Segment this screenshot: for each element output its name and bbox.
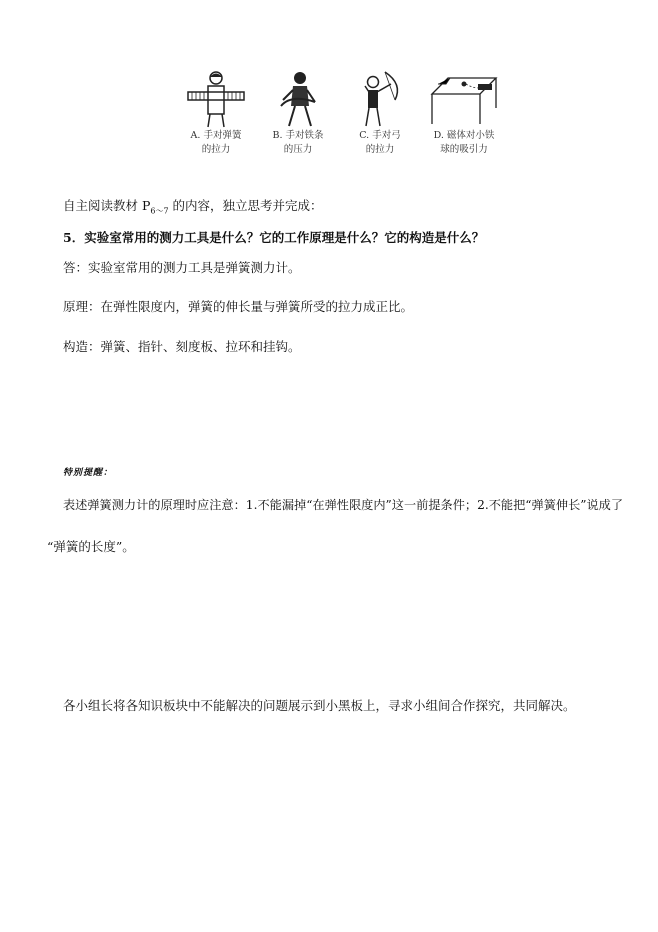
- answer-line: 答：实验室常用的测力工具是弹簧测力计。: [63, 260, 301, 275]
- figure-d-caption-1: D. 磁体对小铁: [433, 130, 495, 141]
- figure-a-caption-1: A. 手对弹簧: [190, 130, 242, 141]
- figure-c-caption-2: 的拉力: [365, 144, 395, 155]
- tip-line-1: 表述弹簧测力计的原理时应注意：1.不能漏掉“在弹性限度内”这一前提条件；2.不能把“弹簧伸长”说成了: [63, 498, 624, 512]
- figure-d-caption-2: 球的吸引力: [440, 144, 488, 155]
- figure-d: [422, 70, 506, 156]
- figure-b-caption-2: 的压力: [283, 144, 313, 155]
- structure-line: 构造：弹簧、指针、刻度板、拉环和挂钩。: [63, 339, 301, 354]
- intro-prefix: 自主阅读教材 P: [63, 198, 151, 213]
- figure-a-caption-2: 的拉力: [201, 144, 231, 155]
- intro-line: [63, 196, 323, 217]
- magnet-attracting-ball-icon: [428, 70, 500, 128]
- intro-suffix: 的内容，独立思考并完成：: [168, 198, 323, 213]
- question-5: 5．实验室常用的测力工具是什么？它的工作原理是什么？它的构造是什么？: [63, 230, 485, 245]
- intro-subscript: 6～7: [150, 206, 169, 216]
- figure-c-caption-1: C. 手对弓: [359, 130, 401, 141]
- person-stretching-spring-icon: [186, 70, 246, 128]
- figure-b-caption-1: B. 手对铁条: [272, 130, 324, 141]
- tip-heading: 特别提醒：: [63, 468, 114, 478]
- group-line: 各小组长将各知识板块中不能解决的问题展示到小黑板上，寻求小组间合作探究，共同解决。: [63, 698, 576, 713]
- force-examples-figures: [176, 70, 506, 162]
- figure-c: [340, 70, 420, 156]
- person-bending-iron-bar-icon: [273, 70, 323, 128]
- figure-a: [176, 70, 256, 156]
- tip-line-2: “弹簧的长度”。: [47, 539, 135, 554]
- figure-b: [258, 70, 338, 156]
- principle-line: 原理：在弹性限度内，弹簧的伸长量与弹簧所受的拉力成正比。: [63, 299, 414, 314]
- person-drawing-bow-icon: [355, 70, 405, 128]
